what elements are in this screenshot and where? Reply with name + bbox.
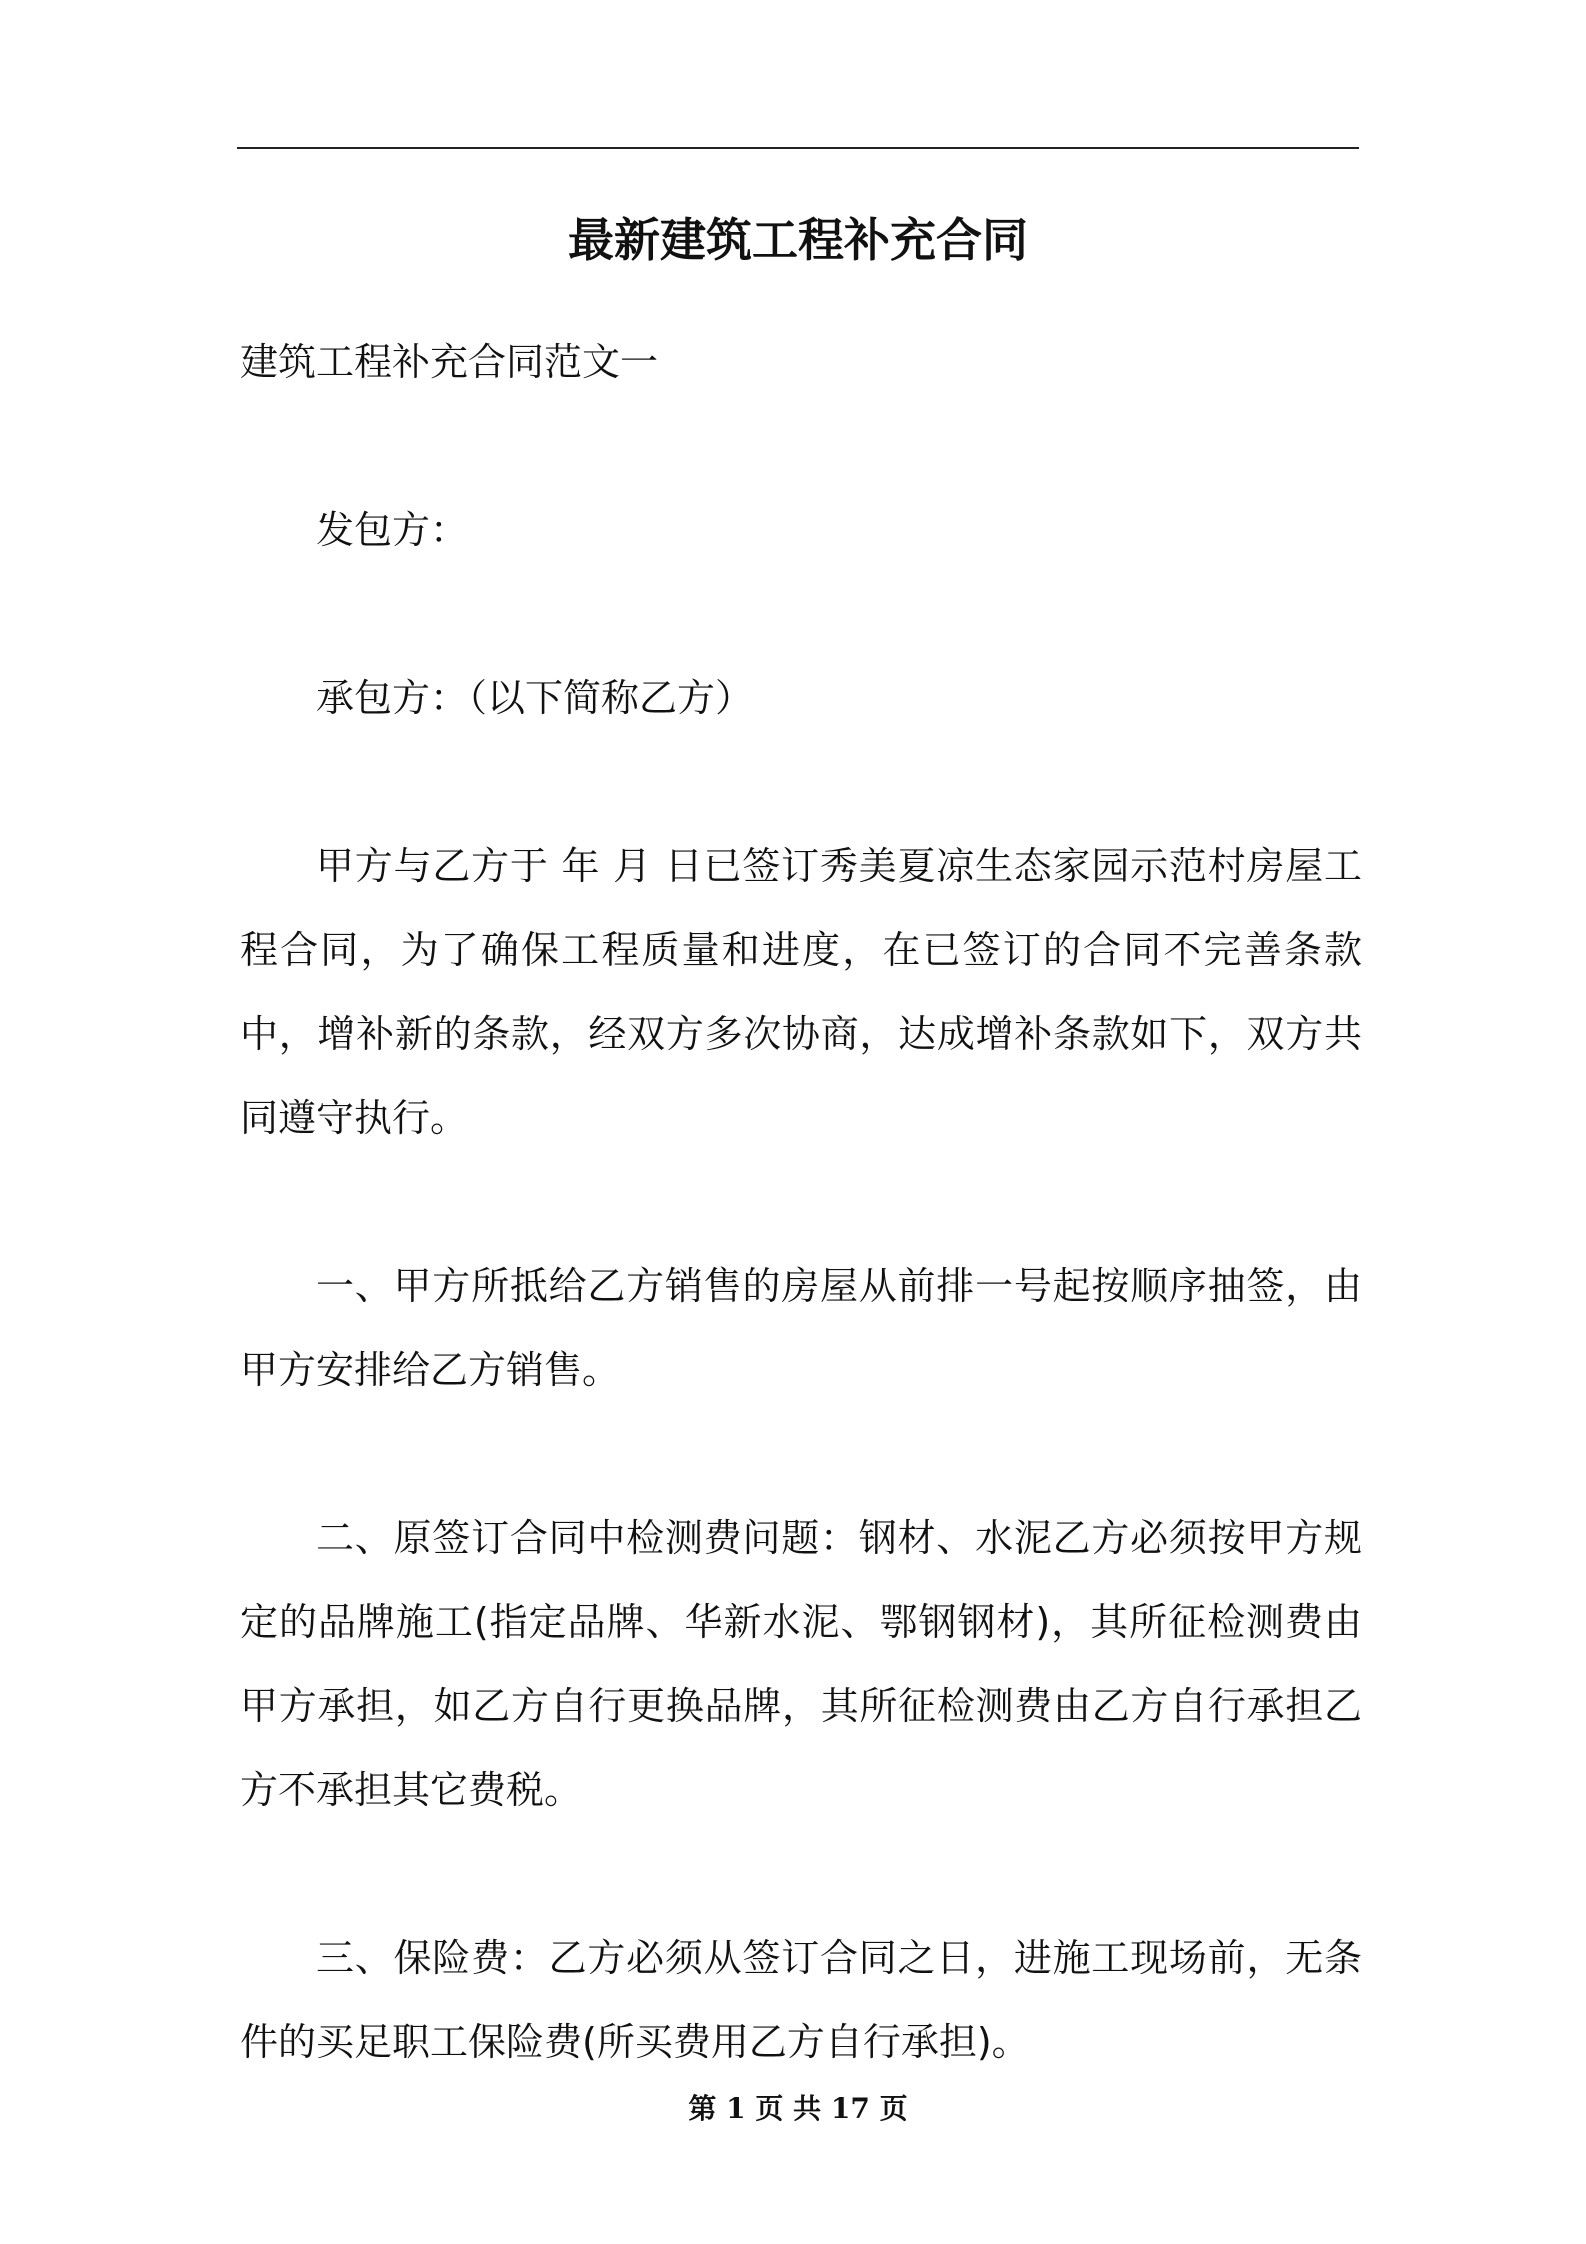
paragraph-clause-3: 三、保险费：乙方必须从签订合同之日，进施工现场前，无条件的买足职工保险费(所买费用乙方自行承担)。 — [240, 1936, 1362, 2064]
page-number: 第 1 页 共 17 页 — [688, 2092, 908, 2125]
paragraph-preamble: 甲方与乙方于 年 月 日已签订秀美夏凉生态家园示范村房屋工程合同，为了确保工程质量和进度，在已签订的合同不完善条款中，增补新的条款，经双方多次协商，达成增补条款如下，双方共同遵守执行。 — [240, 844, 1362, 1140]
paragraph-clause-1: 一、甲方所抵给乙方销售的房屋从前排一号起按顺序抽签，由甲方安排给乙方销售。 — [240, 1264, 1362, 1392]
header-rule — [237, 147, 1359, 149]
paragraph-employer: 发包方： — [316, 508, 469, 552]
document-body — [240, 320, 1362, 2084]
paragraph-clause-2: 二、原签订合同中检测费问题：钢材、水泥乙方必须按甲方规定的品牌施工(指定品牌、华新水泥、鄂钢钢材)，其所征检测费由甲方承担，如乙方自行更换品牌，其所征检测费由乙方自行承担乙方不承担其它费税。 — [240, 1516, 1362, 1812]
document-subtitle: 建筑工程补充合同范文一 — [240, 340, 659, 384]
document-title: 最新建筑工程补充合同 — [568, 213, 1028, 267]
paragraph-contractor: 承包方：（以下简称乙方） — [316, 676, 754, 720]
